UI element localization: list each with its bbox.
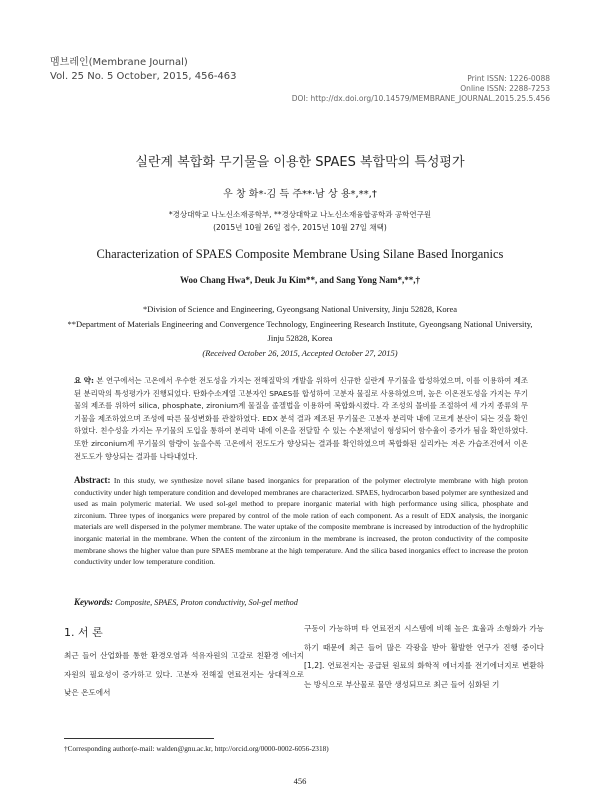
affiliation-english [60, 302, 540, 360]
doi-link[interactable]: DOI: http://dx.doi.org/10.14579/MEMBRANE_JOURNAL.2015.25.5.456 [291, 94, 550, 103]
affiliation-english-1: *Division of Science and Engineering, Gyeongsang National University, Jinju 52828, Korea [142, 304, 458, 314]
keywords-label: Keywords: [74, 597, 113, 607]
body-column-right: 구동이 가능하며 타 연료전지 시스템에 비해 높은 효율과 소형화가 가능하기 때문에 최근 들어 많은 각광을 받아 활발한 연구가 진행 중이다[1,2]. 연료전지는 공급된 원료의 화학적 에너지를 전기에너지로 변환하는 방식으로 부산물로 물만 생성되므로 최근 들어 심화된 기 [304, 624, 544, 689]
corresponding-author-footnote: †Corresponding author(e-mail: walden@gnu.ac.kr, http://orcid.org/0000-0002-6056-2318) [64, 744, 329, 753]
footnote-divider [64, 738, 214, 739]
title-english: Characterization of SPAES Composite Membrane Using Silane Based Inorganics [96, 247, 504, 261]
dates-korean: (2015년 10월 26일 접수, 2015년 10월 27일 채택) [213, 223, 387, 232]
keywords-text: Composite, SPAES, Proton conductivity, Sol-gel method [115, 598, 298, 607]
issn-block [292, 74, 550, 104]
abstract-english [74, 475, 528, 568]
abstract-korean-label: 요 약: [74, 376, 94, 385]
abstract-english-text: In this study, we synthesize novel silane based inorganics for preparation of the polymer electrolyte membrane with high proton conductivity under high temperature condition and developed membranes are characterized. SPAES, hydrocarbon based polymer are synthesized and used as main polymeric material. We used sol-gel method to prepare inorganic material with high performance using silica, phosphate and zirconium. Three types of inorganics were prepared by control of the mole ration of each component. As a result of EDX analysis, the inorganic materials are well dispersed in the polymer membrane. The water uptake of the composite membrane is increased by introduction of the hydrophilic inorganic material in the membrane. When the content of the zirconium in the membrane is increased, the proton conductivity of the composite membrane shows the higher value than pure SPAES membrane at the high temperature. And the silica based inorganics effect to increase the proton conductivity under low temperature condition. [74, 476, 528, 567]
page-number: 456 [293, 776, 307, 786]
online-issn: Online ISSN: 2288-7253 [460, 84, 550, 93]
keywords [74, 597, 298, 607]
title-korean: 실란계 복합화 무기물을 이용한 SPAES 복합막의 특성평가 [135, 155, 465, 170]
received-dates: (Received October 26, 2015, Accepted October 27, 2015) [202, 347, 398, 358]
abstract-korean-text: 본 연구에서는 고온에서 우수한 전도성을 가지는 전해질막의 개발을 위하여 신규한 실란계 무기물을 합성하였으며, 이를 이용하여 제조된 분리막의 특성평가가 진행되었다. 탄화수소계열 고분자인 SPAES를 합성하여 고분자 물질로 사용하였으며, 높은 이온전도성을 가지는 무기물의 제조를 위하여 silica, phosphate, zironium계 물질을 졸겔법을 이용하여 복합화시켰다. 각 조성의 몰비를 조절하여 세 가지 종류의 무기물을 제조하였으며 조성에 따른 물성변화를 관찰하였다. EDX 분석 결과 제조된 무기물은 고분자 분리막 내에 고르게 분산이 되는 것을 확인하였다. 친수성을 가지는 무기물의 도입을 통하여 분리막 내에 이온을 전달할 수 있는 수분채널이 형성되어 함수율이 증가가 됨을 확인하였다. 또한 zirconium계 무기물의 함량이 높을수록 고온에서 전도도가 향상되는 결과를 확인하였으며 복합화된 실리카는 저온 가습조건에서 이온전도도가 향상되는 결과를 나타내었다. [74, 376, 528, 461]
journal-name: 멤브레인(Membrane Journal) [50, 57, 188, 68]
volume-info: Vol. 25 No. 5 October, 2015, 456-463 [50, 71, 237, 82]
abstract-korean [74, 375, 528, 463]
affiliation-english-2: **Department of Materials Engineering and Convergence Technology, Engineering Research Institute, Gyeongsang National University, Jinju 52828, Korea [67, 318, 533, 343]
section-title: 1. 서 론 [64, 626, 103, 639]
authors-english: Woo Chang Hwa*, Deuk Ju Kim**, and Sang Yong Nam*,**,† [180, 275, 420, 285]
abstract-english-label: Abstract: [74, 475, 111, 485]
authors-korean: 우 창 화*·김 득 주**·남 상 용*,**,† [223, 189, 377, 200]
affiliation-korean [0, 208, 600, 234]
journal-header [50, 56, 237, 84]
affiliation-korean-text: *경상대학교 나노신소재공학부, **경상대학교 나노신소재융합공학과 공학연구원 [168, 210, 432, 219]
print-issn: Print ISSN: 1226-0088 [467, 74, 550, 83]
body-column-left: 최근 들어 산업화를 통한 환경오염과 석유자원의 고갈로 친환경 에너지 자원의 필요성이 증가하고 있다. 고분자 전해질 연료전지는 상대적으로 낮은 온도에서 [64, 651, 304, 697]
